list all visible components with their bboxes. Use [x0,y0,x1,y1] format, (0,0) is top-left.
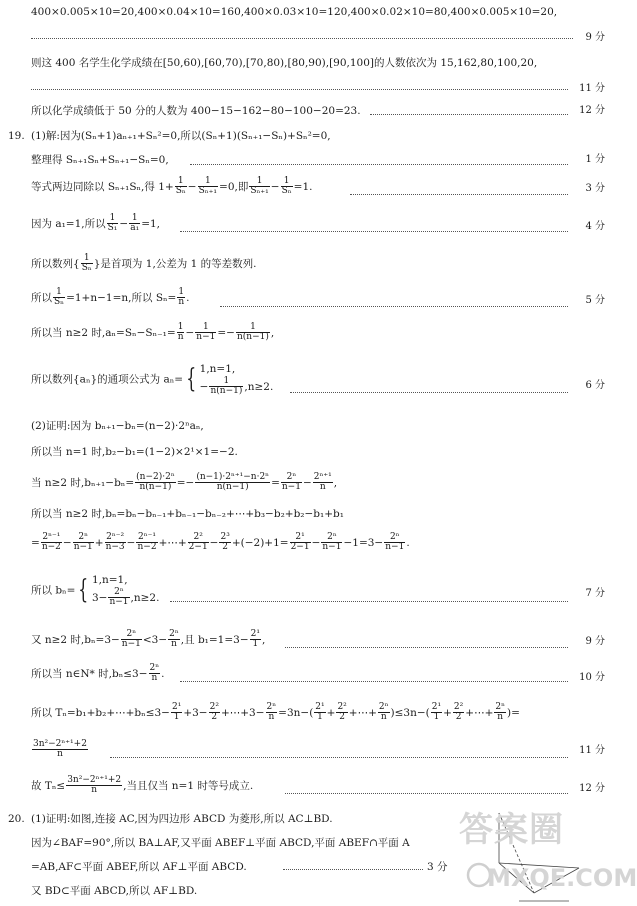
leader-dots [220,306,568,307]
s19-line2: 整理得 Sₙ₊₁Sₙ+Sₙ₊₁−Sₙ=0, [31,154,169,166]
fraction: $\frac{1}{n(n-1)}$ [236,322,269,343]
piecewise-cases: 1,n=1, 3− $\frac{\text{2ⁿ}}{n-1}$ ,n≥2. [91,574,160,608]
fraction: $\frac{\text{2ⁿ⁻¹}}{n-2}$ [41,532,61,553]
left-brace: { [186,364,197,395]
points-s19-8: 6 分 [585,380,605,391]
problem-number-19: 19. [8,130,25,142]
points-s19-18: 11 分 [579,745,605,756]
fraction: $\frac{1}{n}$ [177,322,184,343]
fraction: $\frac{\text{3n²−2ⁿ⁺¹+2}}{n}$ [33,739,87,760]
watermark-domain: MXQE.COM [487,864,637,892]
s20-line1: (1)证明:如图,连接 AC,因为四边形 ABCD 为菱形,所以 AC⊥BD. [31,813,333,825]
leader-dots [290,392,568,393]
leader-dots [170,601,568,602]
points-s18-3: 12 分 [579,105,605,116]
leader-dots [110,757,568,758]
s19-line11: 当 n≥2 时,bₙ₊₁−bₙ= $\frac{\text{(n−2)·2ⁿ}}{n(n-1)}$ =− $\frac{\text{(n−1)·2ⁿ⁺¹−n·2ⁿ}}{n(n-1)}$ = $\frac{\text{2ⁿ}}{n-1}$ − $\frac{\text{2ⁿ⁺¹}}{n}$ , [31,472,338,493]
fraction: $\frac{1}{\text{a₁}}$ [130,213,140,234]
points-s19-19: 12 分 [579,783,605,794]
fraction: $\frac{\text{2¹}}{1}$ [431,702,442,723]
watermark [439,803,637,903]
points-s18-1: 9 分 [585,32,605,43]
fraction: $\frac{\text{2ⁿ}}{n}$ [169,629,179,650]
fraction: $\frac{\text{(n−1)·2ⁿ⁺¹−n·2ⁿ}}{n(n-1)}$ [196,472,270,493]
leader-dots [190,164,568,165]
s19-line12: 所以当 n≥2 时,bₙ=bₙ−bₙ₋₁+bₙ₋₁−bₙ₋₂+⋯+b₃−b₂+b₂−b₁+b₁ [31,508,344,520]
s19-line13: = $\frac{\text{2ⁿ⁻¹}}{n-2}$ − $\frac{\text{2ⁿ}}{n-1}$ + $\frac{\text{2ⁿ⁻²}}{n-3}$ − $\frac{\text{2ⁿ⁻¹}}{n-2}$ +⋯+ $\frac{\text{2²}}{2-1}$ − $\frac{\text{2³}}{2}$ +(−2)+1= $\frac{\text{2¹}}{2-1}$ − $\frac{\text{2ⁿ}}{n-1}$ −1=3− $\frac{\text{2ⁿ}}{n-1}$ . [31,532,410,553]
fraction: $\frac{\text{2ⁿ}}{n}$ [266,702,277,723]
s19-line5: 所以数列{ $\frac{1}{\text{Sₙ}}$ }是首项为 1,公差为 1 的等差数列. [31,253,257,274]
s19-line6: 所以 $\frac{1}{\text{Sₙ}}$ =1+n−1=n,所以 Sₙ= $\frac{1}{n}$ . [31,287,190,308]
fraction: $\frac{\text{2ⁿ}}{n}$ [149,663,160,684]
leader-dots [31,38,573,39]
s20-line4: 又 BD⊂平面 ABCD,所以 AF⊥BD. [31,885,198,897]
leader-dots [31,89,568,90]
leader-dots [285,647,568,648]
fraction: $\frac{1}{\text{Sₙ}}$ [175,176,186,197]
fraction: $\frac{1}{\text{S₁}}$ [107,213,118,234]
leader-dots [283,869,423,870]
fraction: $\frac{\text{2²}}{2}$ [337,702,347,723]
fraction: $\frac{\text{2¹}}{1}$ [171,702,182,723]
fraction: $\frac{\text{3n²−2ⁿ⁺¹+2}}{n}$ [67,775,122,796]
s19-line14: 所以 bₙ= { 1,n=1, 3− $\frac{\text{2ⁿ}}{n-1}$ ,n≥2. [31,574,160,608]
points-s19-16: 10 分 [579,672,605,683]
fraction: $\frac{\text{2ⁿ}}{n-1}$ [121,629,141,650]
fraction: $\frac{1}{\text{Sₙ}}$ [54,287,65,308]
s18-line3: 所以化学成绩低于 50 分的人数为 400−15−162−80−100−20=23. [31,105,361,117]
points-s18-2: 11 分 [579,83,605,94]
fraction: $\frac{\text{2²}}{2}$ [209,702,219,723]
s19-line3: 等式两边同除以 Sₙ₊₁Sₙ,得 1+ $\frac{1}{\text{Sₙ}}$ − $\frac{1}{\text{Sₙ₊₁}}$ =0,即 $\frac{1}{\text{Sₙ₊₁}}$ − $\frac{1}{\text{Sₙ}}$ =1. [31,176,313,197]
fraction: $\frac{\text{2ⁿ}}{n-1}$ [281,472,301,493]
leader-dots [350,194,568,195]
s19-line15: 又 n≥2 时,bₙ=3− $\frac{\text{2ⁿ}}{n-1}$ <3− $\frac{\text{2ⁿ}}{n}$ ,且 b₁=1=3− $\frac{\text{2¹}}{1}$ , [31,629,266,650]
s19-line7: 所以当 n≥2 时,aₙ=Sₙ−Sₙ₋₁= $\frac{1}{n}$ − $\frac{1}{n-1}$ =− $\frac{1}{n(n-1)}$ , [31,322,275,343]
fraction: $\frac{\text{2¹}}{1}$ [315,702,325,723]
s20-line2: 因为∠BAF=90°,所以 BA⊥AF,又平面 ABEF⊥平面 ABCD,平面 ABEF∩平面 A [31,837,410,849]
fraction: $\frac{\text{2ⁿ}}{n}$ [378,702,389,723]
s19-line17: 所以 Tₙ=b₁+b₂+⋯+bₙ≤3− $\frac{\text{2¹}}{1}$ +3− $\frac{\text{2²}}{2}$ +⋯+3− $\frac{\text{2ⁿ}}{n}$ =3n−( $\frac{\text{2¹}}{1}$ + $\frac{\text{2²}}{2}$ +⋯+ $\frac{\text{2ⁿ}}{n}$ )≤3n−( $\frac{\text{2¹}}{1}$ + $\frac{\text{2²}}{2}$ +⋯+ $\frac{\text{2ⁿ}}{n}$ )= [31,702,520,723]
points-s19-3: 3 分 [585,183,605,194]
fraction: $\frac{\text{2ⁿ⁺¹}}{n}$ [313,472,332,493]
fraction: $\frac{\text{2ⁿ⁻¹}}{n-2}$ [137,532,157,553]
points-s19-6: 5 分 [585,295,605,306]
points-s20-3: 3 分 [427,861,448,873]
s19-line19: 故 Tₙ≤ $\frac{\text{3n²−2ⁿ⁺¹+2}}{n}$ ,当且仅当 n=1 时等号成立. [31,775,254,796]
fraction: $\frac{\text{2ⁿ}}{n-1}$ [322,532,342,553]
fraction: $\frac{\text{2ⁿ⁻²}}{n-3}$ [105,532,125,553]
fraction: $\frac{\text{2¹}}{2-1}$ [290,532,310,553]
points-s19-4: 4 分 [585,221,605,232]
fraction: $\frac{\text{2ⁿ}}{n-1}$ [109,586,129,608]
fraction: $\frac{\text{2¹}}{1}$ [250,629,260,650]
watermark-text: 答案圈 [459,810,564,850]
fraction: $\frac{\text{2ⁿ}}{n-1}$ [385,532,405,553]
points-s19-15: 9 分 [585,636,605,647]
fraction: $\frac{\text{2³}}{2}$ [220,532,230,553]
s18-line2: 则这 400 名学生化学成绩在[50,60),[60,70),[70,80),[80,90),[90,100]的人数依次为 15,162,80,100,20, [31,57,538,69]
fraction: $\frac{\text{2ⁿ}}{n-1}$ [73,532,93,553]
fraction: $\frac{1}{n}$ [178,287,185,308]
leader-dots [180,681,568,682]
s19-line9: (2)证明:因为 bₙ₊₁−bₙ=(n−2)·2ⁿaₙ, [31,420,204,432]
leader-dots [180,231,568,232]
s19-line4: 因为 a₁=1,所以 $\frac{1}{\text{S₁}}$ − $\frac{1}{\text{a₁}}$ =1, [31,213,161,234]
s19-line10: 所以当 n=1 时,b₂−b₁=(1−2)×2¹×1=−2. [31,446,238,458]
fraction: $\frac{1}{n-1}$ [196,322,216,343]
s18-line1: 400×0.005×10=20,400×0.04×10=160,400×0.03×10=120,400×0.02×10=80,400×0.005×10=20, [31,6,558,18]
piecewise-cases: 1,n=1, − $\frac{1}{n(n-1)}$ ,n≥2. [199,363,274,397]
s19-line1: (1)解:因为(Sₙ+1)aₙ₊₁+Sₙ²=0,所以(Sₙ+1)(Sₙ₊₁−Sₙ)+Sₙ²=0, [31,130,331,142]
fraction: $\frac{\text{(n−2)·2ⁿ}}{n(n-1)}$ [136,472,175,493]
fraction: $\frac{1}{\text{Sₙ₊₁}}$ [250,176,269,197]
fraction: $\frac{\text{2²}}{2}$ [453,702,464,723]
leader-dots [285,793,568,794]
points-s19-2: 1 分 [585,154,605,165]
s19-line8: 所以数列{aₙ}的通项公式为 aₙ= { 1,n=1, − $\frac{1}{n(n-1)}$ ,n≥2. [31,363,274,397]
fraction: $\frac{\text{2ⁿ}}{n}$ [495,702,505,723]
leader-dots [370,114,568,115]
fraction: $\frac{1}{\text{Sₙ₊₁}}$ [198,176,218,197]
fraction: $\frac{1}{\text{Sₙ}}$ [281,176,292,197]
s19-line18 [31,740,89,760]
fraction: $\frac{1}{\text{Sₙ}}$ [81,253,92,274]
s19-line16: 所以当 n∈N* 时,bₙ≤3− $\frac{\text{2ⁿ}}{n}$ . [31,663,165,684]
s20-line3: =AB,AF⊂平面 ABEF,所以 AF⊥平面 ABCD. [31,861,247,873]
fraction: $\frac{1}{n(n-1)}$ [210,375,243,397]
points-s19-14: 7 分 [585,588,605,599]
left-brace: { [78,575,89,606]
fraction: $\frac{\text{2²}}{2-1}$ [188,532,208,553]
problem-number-20: 20. [8,813,25,825]
